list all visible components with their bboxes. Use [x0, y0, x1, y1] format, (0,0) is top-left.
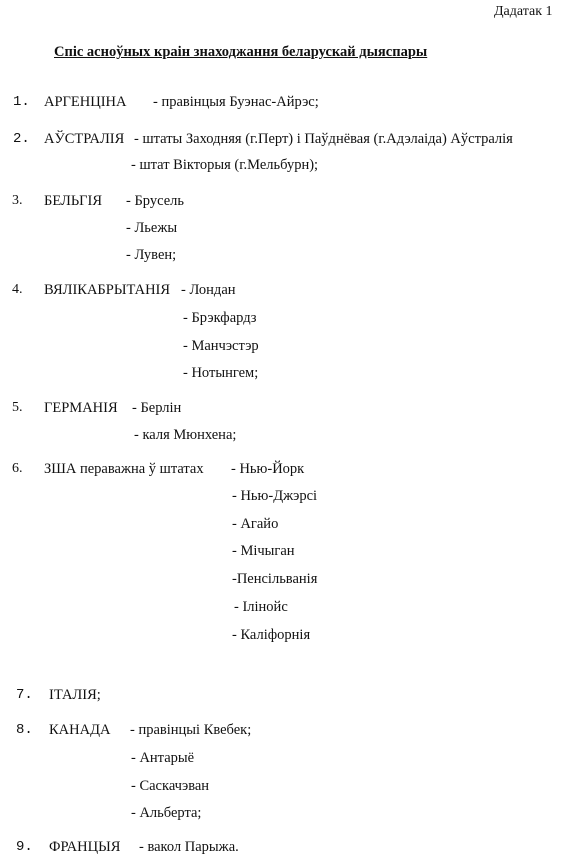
entry-6-state-7: - Каліфорнія [232, 627, 311, 643]
entry-6-country: ЗША пераважна ў штатах [44, 461, 204, 477]
entry-1-number: 1. [13, 94, 30, 110]
entry-5-region-2: - каля Мюнхена; [134, 427, 237, 443]
entry-3-region-2: - Льежы [126, 220, 178, 236]
entry-3-region-3: - Лувен; [126, 247, 177, 263]
entry-5-region-1: - Берлін [132, 400, 182, 416]
entry-2-region-2: - штат Вікторыя (г.Мельбурн); [131, 157, 319, 173]
entry-4-region-3: - Манчэстэр [183, 338, 259, 354]
entry-4-region-1: - Лондан [181, 282, 236, 298]
entry-8-region-2: - Антарыё [131, 750, 195, 766]
entry-9-number: 9. [16, 839, 33, 855]
entry-4-region-2: - Брэкфардз [183, 310, 257, 326]
entry-9-country: ФРАНЦЫЯ [49, 839, 121, 855]
document-title: Спіс асноўных краін знаходжання беларускай дыяспары [54, 44, 428, 60]
entry-7-number: 7. [16, 687, 33, 703]
entry-2-region-1: - штаты Заходняя (г.Перт) і Паўднёвая (г.Адэлаіда) Аўстралія [134, 131, 513, 147]
entry-1-country: АРГЕНЦІНА [44, 94, 127, 110]
entry-6-state-2: - Нью-Джэрсі [232, 488, 318, 504]
entry-8-number: 8. [16, 722, 33, 738]
entry-3-country: БЕЛЬГІЯ [44, 193, 103, 209]
entry-8-region-3: - Саскачэван [131, 778, 210, 794]
entry-6-state-1: - Нью-Йорк [231, 461, 305, 477]
entry-5-country: ГЕРМАНІЯ [44, 400, 118, 416]
appendix-label: Дадатак 1 [494, 4, 553, 19]
entry-7-country: ІТАЛІЯ; [49, 687, 101, 703]
entry-6-state-4: - Мічыган [232, 543, 295, 559]
entry-6-state-3: - Агайо [232, 516, 279, 532]
entry-8-region-1: - правінцыі Квебек; [130, 722, 252, 738]
entry-3-region-1: - Брусель [126, 193, 184, 209]
entry-6-state-6: - Ілінойс [234, 599, 288, 615]
entry-5-number: 5. [12, 400, 23, 415]
entry-8-country: КАНАДА [49, 722, 111, 738]
entry-6-number: 6. [12, 461, 23, 476]
entry-4-country: ВЯЛІКАБРЫТАНІЯ [44, 282, 171, 298]
entry-9-region-1: - вакол Парыжа. [139, 839, 239, 855]
entry-1-region-1: - правінцыя Буэнас-Айрэс; [153, 94, 319, 110]
entry-8-region-4: - Альберта; [131, 805, 202, 821]
entry-6-state-5: -Пенсільванія [232, 571, 318, 587]
entry-4-region-4: - Нотынгем; [183, 365, 259, 381]
entry-2-country: АЎСТРАЛІЯ [44, 131, 125, 147]
entry-3-number: 3. [12, 193, 23, 208]
entry-4-number: 4. [12, 282, 23, 297]
entry-2-number: 2. [13, 131, 30, 147]
